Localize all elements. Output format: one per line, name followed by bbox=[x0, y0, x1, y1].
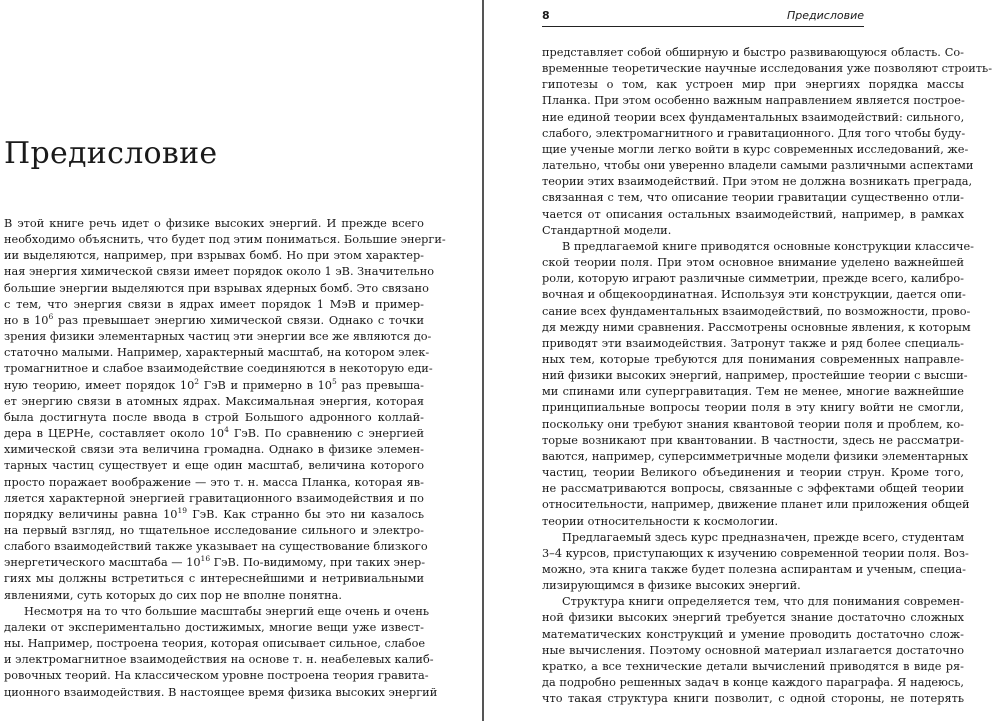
text-line: можно, эта книга также будет полезна аспирантам и ученым, специа- bbox=[542, 563, 966, 576]
text-line: сание всех фундаментальных взаимодействий, по возможности, прово- bbox=[542, 304, 971, 318]
text-line: зрения физики элементарных частиц эти энергии все же являются до- bbox=[4, 330, 432, 344]
page-gutter bbox=[482, 0, 484, 721]
chapter-title: Предисловие bbox=[4, 136, 218, 171]
text-line: Предлагаемый здесь курс предназначен, прежде всего, студентам bbox=[562, 530, 965, 544]
text-line: математических конструкций и умение проводить достаточно слож- bbox=[542, 627, 964, 641]
text-line: дера в ЦЕРНе, составляет около $10^4$ ГэВ. По сравнению с энергией bbox=[4, 425, 424, 441]
text-line: ет энергию связи в атомных ядрах. Максимальная энергия, которая bbox=[4, 394, 424, 408]
text-line: 3–4 курсов, приступающих к изучению современной теории поля. Воз- bbox=[542, 546, 969, 560]
text-line: гиях мы должны встретиться с интереснейшими и нетривиальными bbox=[4, 572, 424, 586]
text-line: лательно, чтобы они уверенно владели самыми различными аспектами bbox=[542, 159, 974, 173]
text-line: чается от описания остальных взаимодействий, например, в рамках bbox=[542, 207, 964, 221]
text-line: энергетического масштаба — $10^{16}$ ГэВ. По-видимому, при таких энер- bbox=[4, 554, 426, 570]
text-line: статочно малыми. Например, характерный масштаб, на котором элек- bbox=[4, 346, 430, 360]
left-page-text bbox=[4, 216, 446, 701]
text-line: ии выделяются, например, при взрывах бомб. Но при этом характер- bbox=[4, 249, 424, 263]
text-line: теории этих взаимодействий. При этом не должна возникать преграда, bbox=[542, 175, 973, 189]
text-line: ми спинами или супергравитация. Тем не менее, многие важнейшие bbox=[542, 385, 964, 399]
text-line: Планка. При этом особенно важным направлением является построе- bbox=[542, 94, 965, 108]
text-line: тарных частиц существует и еще один масштаб, величина которого bbox=[4, 459, 424, 473]
text-line: теории относительности к космологии. bbox=[542, 514, 779, 528]
text-line: ны. Например, построена теория, которая описывает сильное, слабое bbox=[4, 637, 426, 651]
right-page-text bbox=[542, 45, 992, 707]
text-line: большие энергии выделяются при взрывах ядерных бомб. Это связано bbox=[4, 281, 429, 295]
text-line: относительности, например, движение планет или приложения общей bbox=[542, 498, 970, 512]
text-line: далеки от экспериментально достижимых, многие вещи уже извест- bbox=[4, 620, 424, 634]
text-line: необходимо объяснить, что будет под этим пониматься. Большие энерги- bbox=[4, 233, 446, 247]
text-line: приводят эти взаимодействия. Затронут также и ряд более специаль- bbox=[542, 336, 964, 350]
text-line: но в $10^6$ раз превышает энергию химической связи. Однако с точки bbox=[4, 311, 425, 327]
text-line: щие ученые могли легко войти в курс современных исследований, же- bbox=[542, 142, 969, 156]
text-line: частиц, теории Великого объединения и теории струн. Кроме того, bbox=[542, 466, 964, 480]
text-line: лизирующимся в физике высоких энергий. bbox=[542, 579, 801, 593]
text-line: временные теоретические научные исследования уже позволяют строить- bbox=[542, 62, 992, 76]
text-line: Несмотря на то что большие масштабы энергий еще очень и очень bbox=[24, 604, 430, 618]
text-line: поскольку они требуют знания квантовой теории поля и проблем, ко- bbox=[542, 417, 964, 431]
paragraph bbox=[4, 216, 446, 604]
paragraph bbox=[542, 239, 974, 530]
text-line: химической связи эта величина громадна. Однако в физике элемен- bbox=[4, 443, 424, 457]
paragraph bbox=[542, 45, 992, 239]
text-line: ные вычисления. Поэтому основной материал излагается достаточно bbox=[542, 643, 964, 657]
text-line: В этой книге речь идет о физике высоких энергий. И прежде всего bbox=[4, 217, 424, 230]
text-line: В предлагаемой книге приводятся основные конструкции классиче- bbox=[562, 239, 974, 253]
text-line: ние единой теории всех фундаментальных взаимодействий: сильного, bbox=[542, 110, 965, 124]
text-line: кратко, а все технические детали вычислений приводятся в виде ря- bbox=[542, 659, 964, 673]
text-line: не рассматриваются вопросы, связанные с эффектами общей теории bbox=[542, 482, 964, 496]
text-line: ной физики высоких энергий требуется знание достаточно сложных bbox=[542, 611, 964, 625]
left-page bbox=[0, 0, 482, 721]
text-line: ных тем, которые требуются для понимания современных направле- bbox=[542, 352, 964, 366]
text-line: дя между ними сравнения. Рассмотрены основные явления, к которым bbox=[542, 320, 971, 334]
text-line: торые возникают при квантовании. В частности, здесь не рассматри- bbox=[542, 433, 964, 447]
right-page bbox=[486, 0, 992, 721]
text-line: да подробно решенных задач в конце каждого параграфа. Я надеюсь, bbox=[542, 676, 964, 690]
text-line: гипотезы о том, как устроен мир при энергиях порядка массы bbox=[542, 78, 964, 92]
page-number: 8 bbox=[542, 9, 550, 22]
paragraph bbox=[4, 604, 438, 701]
text-line: тромагнитное и слабое взаимодействие соединяются в некоторую еди- bbox=[4, 362, 433, 376]
text-line: Стандартной модели. bbox=[542, 223, 672, 237]
text-line: и электромагнитное взаимодействия на основе т. н. неабелевых калиб- bbox=[4, 653, 434, 667]
text-line: принципиальные вопросы теории поля в эту книгу войти не смогли, bbox=[542, 401, 964, 415]
paragraph bbox=[542, 530, 969, 595]
text-line: слабого, электромагнитного и гравитационного. Для того чтобы буду- bbox=[542, 126, 966, 140]
text-line: порядку величины равна $10^{19}$ ГэВ. Как странно бы это ни казалось bbox=[4, 505, 424, 521]
text-line: ний физики высоких энергий, например, простейшие теории с высши- bbox=[542, 369, 968, 383]
text-line: ционного взаимодействия. В настоящее время физика высоких энергий bbox=[4, 685, 438, 699]
text-line: на первый взгляд, но тщательное исследование сильного и электро- bbox=[4, 523, 424, 537]
paragraph bbox=[542, 594, 964, 707]
text-line: ровочных теорий. На классическом уровне построена теория гравита- bbox=[4, 669, 429, 683]
text-line: Структура книги определяется тем, что для понимания современ- bbox=[562, 595, 964, 609]
text-line: просто поражает воображение — это т. н. масса Планка, которая яв- bbox=[4, 475, 424, 489]
text-line: вочная и общекоординатная. Используя эти конструкции, дается опи- bbox=[542, 288, 966, 302]
running-head bbox=[542, 6, 864, 27]
running-title: Предисловие bbox=[787, 9, 864, 22]
text-line: была достигнута после ввода в строй Большого адронного коллай- bbox=[4, 410, 424, 424]
text-line: роли, которую играют различные симметрии, прежде всего, калибро- bbox=[542, 272, 964, 286]
text-line: ваются, например, суперсимметричные модели физики элементарных bbox=[542, 449, 969, 463]
text-line: представляет собой обширную и быстро развивающуюся область. Со- bbox=[542, 46, 964, 59]
text-line: что такая структура книги позволит, с одной стороны, не потерять bbox=[542, 692, 964, 706]
text-line: явлениями, суть которых до сих пор не вполне понятна. bbox=[4, 588, 342, 602]
text-line: ная энергия химической связи имеет порядок около 1 эВ. Значительно bbox=[4, 265, 435, 279]
text-line: ляется характерной энергией гравитационного взаимодействия и по bbox=[4, 491, 424, 505]
text-line: с тем, что энергия связи в ядрах имеет порядок 1 МэВ и пример- bbox=[4, 297, 424, 311]
text-line: ской теории поля. При этом основное внимание уделено важнейшей bbox=[542, 256, 964, 270]
text-line: ную теорию, имеет порядок $10^2$ ГэВ и примерно в $10^5$ раз превыша- bbox=[4, 376, 424, 392]
text-line: слабого взаимодействий также указывает на существование близкого bbox=[4, 540, 428, 554]
text-line: связанная с тем, что описание теории гравитации существенно отли- bbox=[542, 191, 964, 205]
